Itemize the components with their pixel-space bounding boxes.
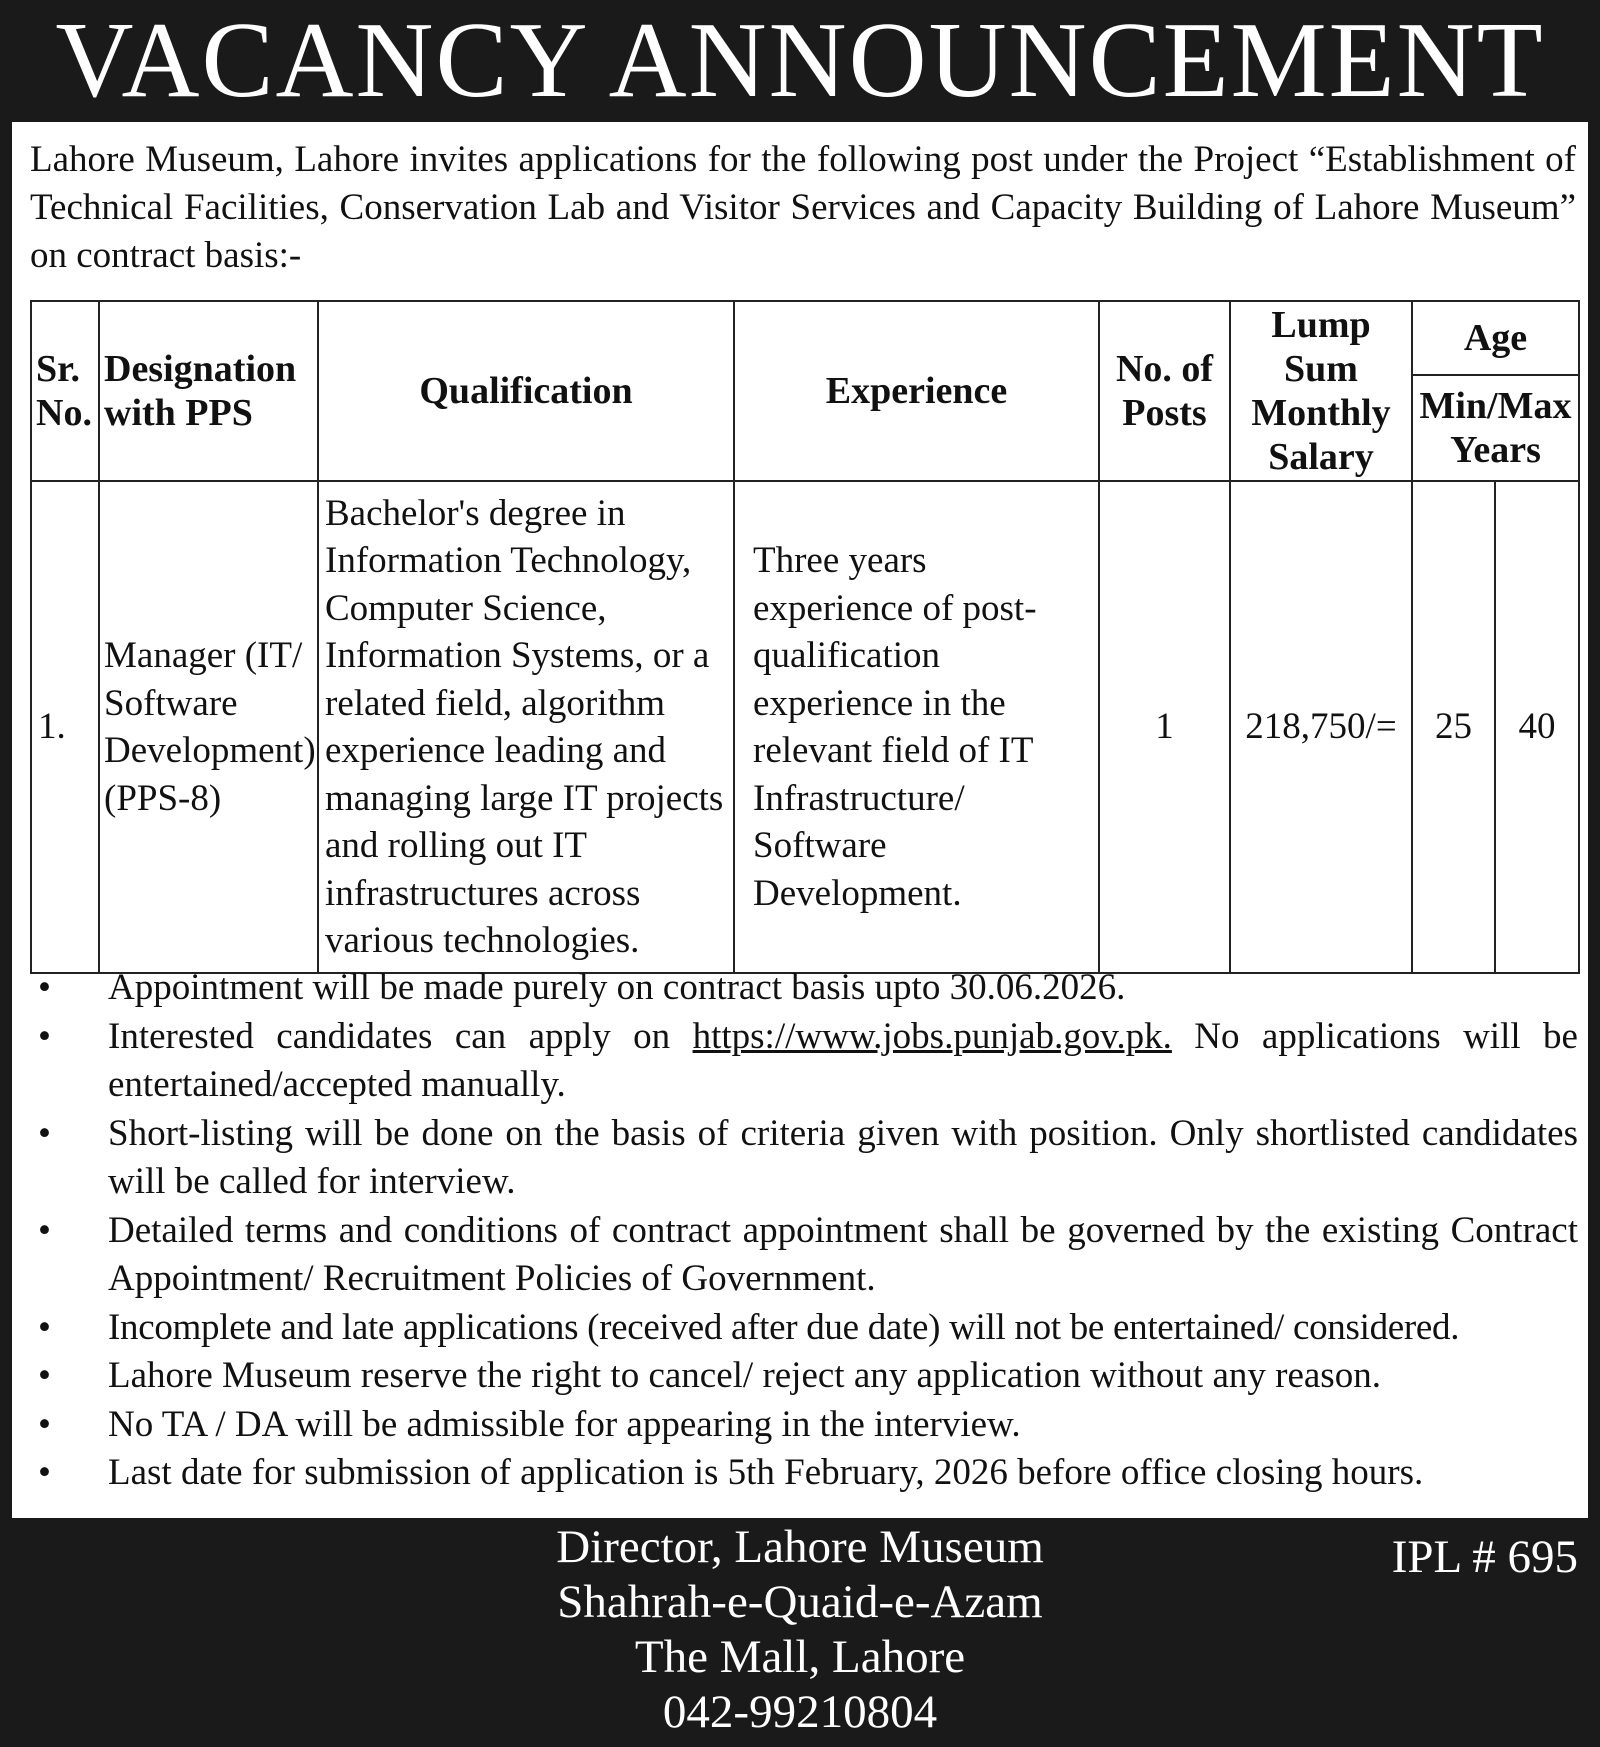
vacancy-table [30,300,1580,974]
list-item [30,1013,1578,1110]
cell-posts: 1 [1099,481,1230,973]
condition-text: Incomplete and late applications (received after due date) will not be entertained/ considered. [108,1306,1460,1348]
header-posts: No. of Posts [1099,301,1230,481]
cell-age-min: 25 [1412,481,1495,973]
list-item [30,1207,1578,1304]
condition-text: Last date for submission of application is 5th February, 2026 before office closing hours. [108,1452,1424,1493]
address-line-2: Shahrah-e-Quaid-e-Azam [557,1576,1043,1628]
ipl-number: IPL # 695 [1391,1531,1578,1583]
condition-text: No applications will be entertained/accepted manually. [108,1015,1578,1105]
phone-number: 042-99210804 [662,1686,938,1738]
table-header-row [31,301,1579,375]
condition-text: Appointment will be made purely on contract basis upto 30.06.2026. [108,967,1126,1008]
page-title: VACANCY ANNOUNCEMENT [0,0,1600,122]
bullet-icon: • [38,1403,51,1445]
header-designation: Designation with PPS [99,301,318,481]
list-item [30,1449,1578,1498]
cell-experience: Three years experience of post-qualification experience in the relevant field of IT Infrastructure/ Software Development. [734,481,1099,973]
list-item [30,1352,1578,1401]
address-line-3: The Mall, Lahore [634,1631,966,1683]
address [400,1518,1200,1740]
footer-address-block [0,1518,1600,1747]
table-row [31,481,1579,973]
header-qualification: Qualification [318,301,734,481]
bullet-icon: • [38,1306,51,1348]
bullet-icon: • [38,1452,51,1493]
intro-paragraph: Lahore Museum, Lahore invites applications for the following post under the Project “Establishment of Technical Facilities, Conservation Lab and Visitor Services and Capacity Building of Lahore Museum” on contract basis:- [30,139,1576,276]
list-item [30,964,1578,1013]
list-item [30,1401,1578,1450]
header-salary: Lump Sum Monthly Salary [1230,301,1412,481]
conditions-list [30,964,1578,1498]
condition-text: Detailed terms and conditions of contract appointment shall be governed by the existing Contract Appointment/ Recruitment Policies of Government. [108,1209,1578,1299]
list-item [30,1110,1578,1207]
jobs-portal-link[interactable]: https://www.jobs.punjab.gov.pk. [692,1015,1172,1057]
bullet-icon: • [38,1355,51,1396]
condition-text: No TA / DA will be admissible for appearing in the interview. [108,1403,1021,1445]
header-age: Age [1412,301,1579,375]
announcement-body [12,122,1588,1518]
header-sr-no: Sr. No. [31,301,99,481]
cell-age-max: 40 [1495,481,1579,973]
bullet-icon: • [38,1015,51,1057]
header-experience: Experience [734,301,1099,481]
list-item [30,1304,1578,1353]
bullet-icon: • [38,1209,51,1251]
bullet-icon: • [38,967,51,1008]
cell-sr-no: 1. [31,481,99,973]
condition-text: Short-listing will be done on the basis of criteria given with position. Only shortlisted candidates will be called for interview. [108,1112,1578,1202]
condition-text: Interested candidates can apply on [108,1015,693,1057]
bullet-icon: • [38,1112,51,1154]
cell-salary: 218,750/= [1230,481,1412,973]
address-line-1: Director, Lahore Museum [556,1521,1044,1573]
cell-qualification: Bachelor's degree in Information Technology, Computer Science, Information Systems, or a related field, algorithm experience leading and managing large IT projects and rolling out IT infrastructures across various technologies. [318,481,734,973]
header-age-sub: Min/Max Years [1412,375,1579,481]
condition-text: Lahore Museum reserve the right to cancel/ reject any application without any reason. [108,1355,1381,1396]
cell-designation: Manager (IT/ Software Development) (PPS-8) [99,481,318,973]
